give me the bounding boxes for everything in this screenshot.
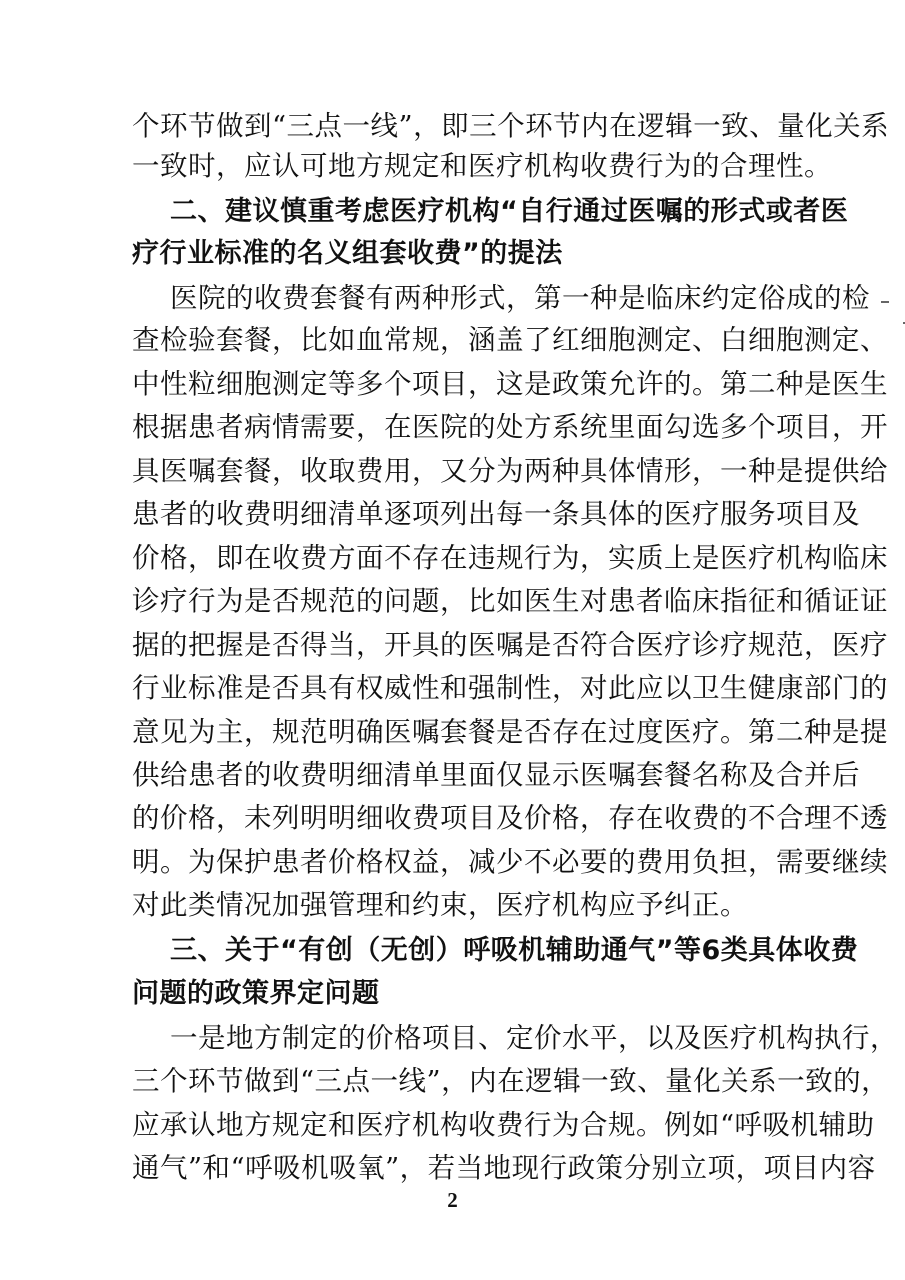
text-line-5: 医院的收费套餐有两种形式，第一种是临床约定俗成的检 [170, 282, 870, 314]
text-line-25: 通气”和“呼吸机吸氧”，若当地现行政策分别立项，项目内容 [132, 1152, 876, 1184]
text-line-23: 三个环节做到“三点一线”，内在逻辑一致、量化关系一致的， [132, 1065, 890, 1097]
text-line-22: 一是地方制定的价格项目、定价水平，以及医疗机构执行， [170, 1022, 898, 1054]
text-line-11: 价格，即在收费方面不存在违规行为，实质上是医疗机构临床 [132, 542, 888, 574]
text-line-12: 诊疗行为是否规范的问题，比如医生对患者临床指征和循证证 [132, 585, 888, 617]
text-line-2: 一致时，应认可地方规定和医疗机构收费行为的合理性。 [132, 150, 832, 182]
text-line-8: 根据患者病情需要，在医院的处方系统里面勾选多个项目，开 [132, 411, 888, 443]
text-line-16: 供给患者的收费明细清单里面仅显示医嘱套餐名称及合并后 [132, 759, 860, 791]
text-line-13: 据的把握是否得当，开具的医嘱是否符合医疗诊疗规范，医疗 [132, 629, 888, 661]
text-line-18: 明。为保护患者价格权益，减少不必要的费用负担，需要继续 [132, 846, 888, 878]
section-heading-2-line-2: 疗行业标准的名义组套收费”的提法 [132, 238, 563, 269]
text-line-15: 意见为主，规范明确医嘱套餐是否存在过度医疗。第二种是提 [132, 716, 888, 748]
text-line-17: 的价格，未列明明细收费项目及价格，存在收费的不合理不透 [132, 802, 888, 834]
section-heading-3-line-2: 问题的政策界定问题 [132, 978, 380, 1009]
text-line-14: 行业标准是否具有权威性和强制性，对此应以卫生健康部门的 [132, 672, 888, 704]
text-line-1: 个环节做到“三点一线”，即三个环节内在逻辑一致、量化关系 [132, 110, 890, 142]
section-heading-2-line-1: 二、建议慎重考虑医疗机构“自行通过医嘱的形式或者医 [170, 196, 849, 227]
scan-speck [881, 301, 889, 303]
page-number: 2 [447, 1188, 458, 1212]
text-line-6: 查检验套餐，比如血常规，涵盖了红细胞测定、白细胞测定、 [132, 324, 888, 356]
section-heading-3-line-1: 三、关于“有创（无创）呼吸机辅助通气”等6类具体收费 [170, 935, 859, 966]
text-line-7: 中性粒细胞测定等多个项目，这是政策允许的。第二种是医生 [132, 368, 888, 400]
text-line-10: 患者的收费明细清单逐项列出每一条具体的医疗服务项目及 [132, 498, 860, 530]
text-line-19: 对此类情况加强管理和约束，医疗机构应予纠正。 [132, 889, 748, 921]
text-line-9: 具医嘱套餐，收取费用，又分为两种具体情形，一种是提供给 [132, 455, 888, 487]
text-line-24: 应承认地方规定和医疗机构收费行为合规。例如“呼吸机辅助 [132, 1109, 875, 1141]
